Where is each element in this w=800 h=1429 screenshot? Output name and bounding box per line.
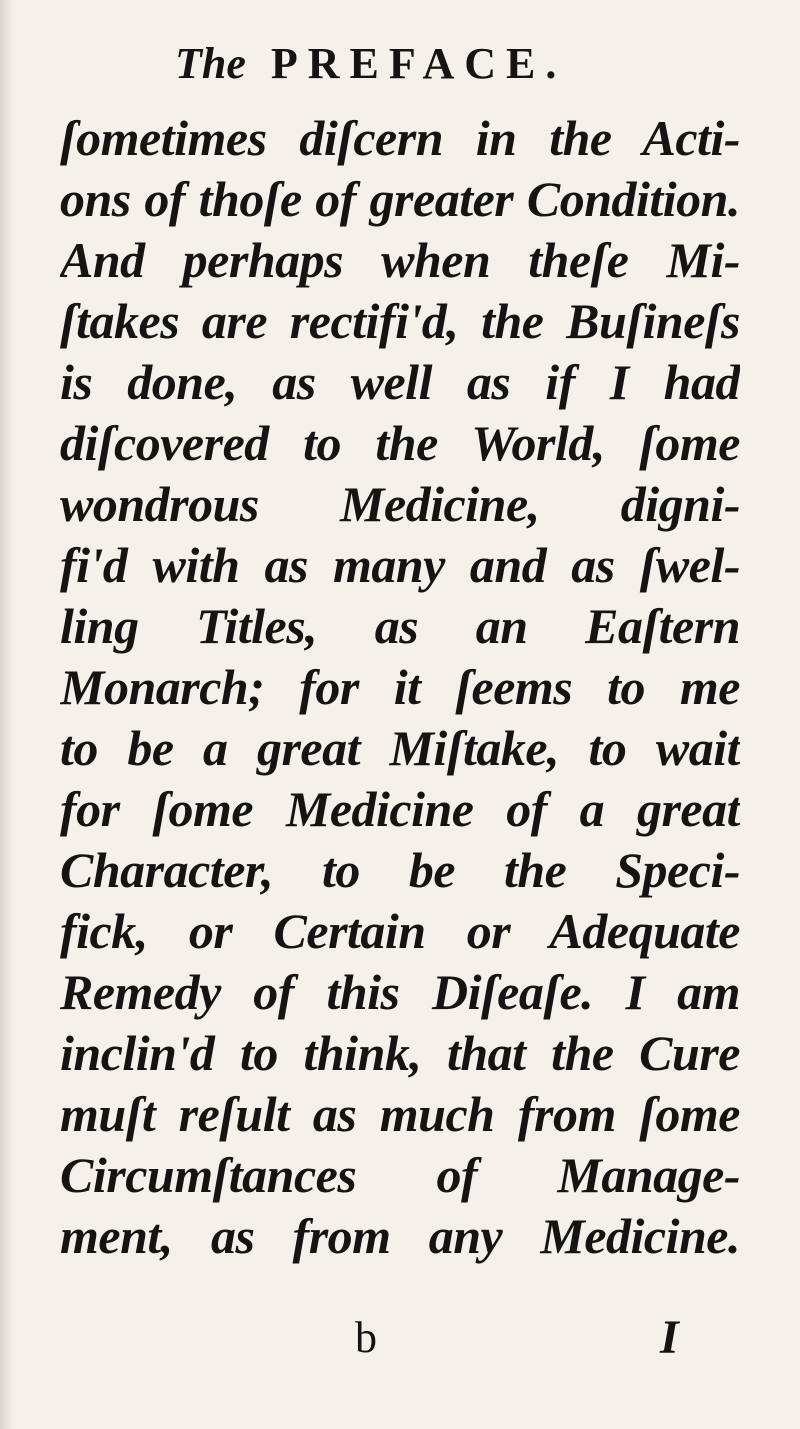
text-line: ſometimes diſcern in the Acti- <box>60 110 740 166</box>
text-line: fi'd with as many and as ſwel- <box>60 537 740 593</box>
text-line: ons of thoſe of greater Condition. <box>60 171 740 227</box>
text-line: to be a great Miſtake, to wait <box>60 720 740 776</box>
catchword: I <box>660 1311 679 1364</box>
text-line: wondrous Medicine, digni- <box>60 476 740 532</box>
text-line: muſt reſult as much from ſome <box>60 1086 740 1142</box>
text-line: ment, as from any Medicine. <box>60 1208 740 1264</box>
running-head <box>175 36 695 92</box>
text-line: fick, or Certain or Adequate <box>60 903 740 959</box>
text-line: Remedy of this Diſeaſe. I am <box>60 964 740 1020</box>
body-text <box>60 108 740 1267</box>
text-line: ſtakes are rectifi'd, the Buſineſs <box>60 293 740 349</box>
text-line: Character, to be the Speci- <box>60 842 740 898</box>
page-footer <box>0 1310 800 1370</box>
text-line: Monarch; for it ſeems to me <box>60 659 740 715</box>
text-line: for ſome Medicine of a great <box>60 781 740 837</box>
signature-mark: b <box>355 1313 377 1362</box>
running-head-the: The <box>175 39 246 88</box>
text-line: Circumſtances of Manage- <box>60 1147 740 1203</box>
text-line: is done, as well as if I had <box>60 354 740 410</box>
spine-shadow <box>0 0 14 1429</box>
running-head-preface: PREFACE. <box>270 39 567 88</box>
text-line: ling Titles, as an Eaſtern <box>60 598 740 654</box>
text-line: And perhaps when theſe Mi- <box>60 232 740 288</box>
text-line: diſcovered to the World, ſome <box>60 415 740 471</box>
text-line: inclin'd to think, that the Cure <box>60 1025 740 1081</box>
